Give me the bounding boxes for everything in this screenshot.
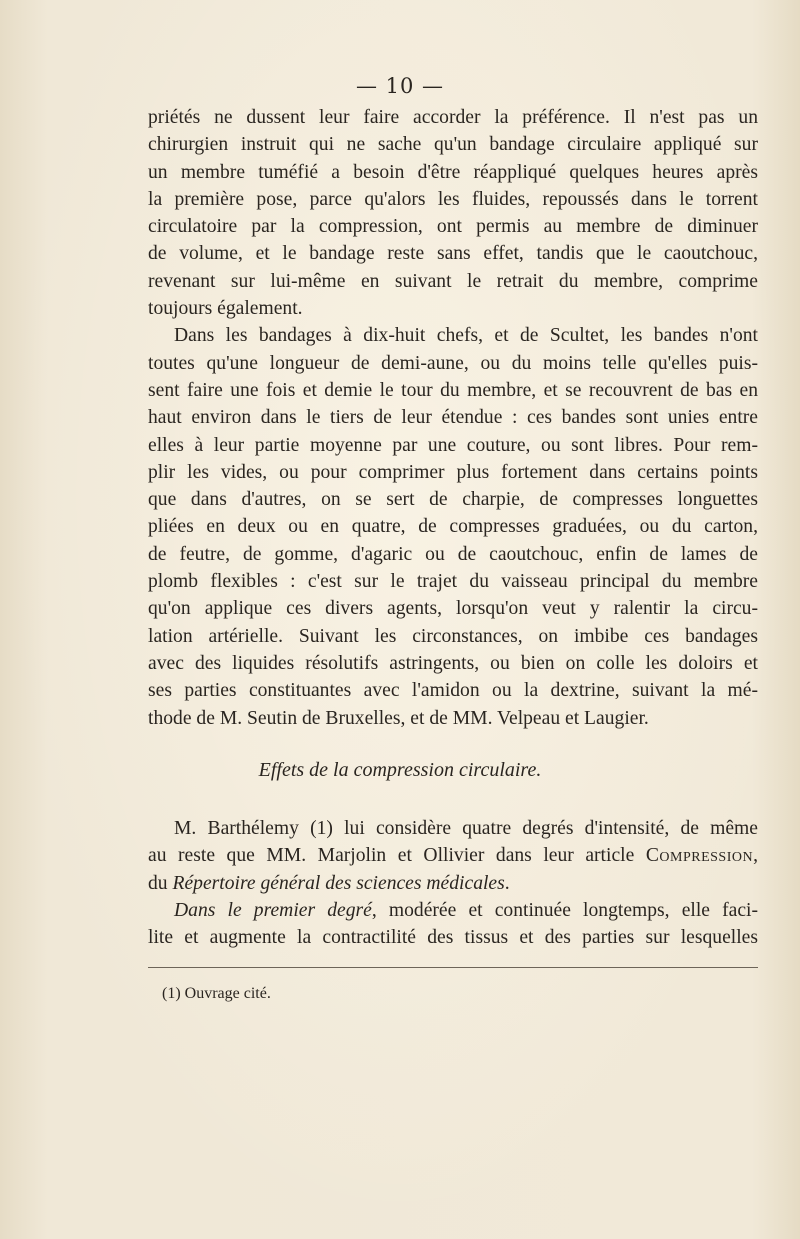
text-line [148, 897, 758, 924]
text-line: qu'on applique ces divers agents, lorsqu'on veut y ralentir la circu- [148, 598, 758, 620]
text-line [148, 870, 758, 897]
section-heading: Effets de la compression circulaire. [258, 759, 542, 781]
text-line: toujours également. [148, 298, 303, 320]
text-line: que dans d'autres, on se sert de charpie, de compresses longuettes [148, 489, 758, 511]
text-line: thode de M. Seutin de Bruxelles, et de MM. Velpeau et Laugier. [148, 707, 649, 729]
text-line: haut environ dans le tiers de leur étendue : ces bandes sont unies entre [148, 407, 758, 429]
text-line: lite et augmente la contractilité des tissus et des parties sur lesquelles [148, 927, 758, 949]
text-line: chirurgien instruit qui ne sache qu'un bandage circulaire appliqué sur [148, 134, 758, 156]
text-line: de volume, et le bandage reste sans effet, tandis que le caoutchouc, [148, 243, 758, 265]
footnote-divider [148, 967, 758, 968]
text-line: plir les vides, ou pour comprimer plus fortement dans certains points [148, 461, 758, 483]
text-line: ses parties constituantes avec l'amidon ou la dextrine, suivant la mé- [148, 680, 758, 702]
body-text [148, 104, 758, 732]
text-line: revenant sur lui-même en suivant le retrait du membre, comprime [148, 270, 758, 292]
text-line: elles à leur partie moyenne par une couture, ou sont libres. Pour rem- [148, 434, 758, 456]
italic-phrase: Dans le premier degré [174, 899, 372, 921]
text-run: , [753, 845, 758, 867]
body-text-lower [148, 815, 758, 951]
italic-title: Répertoire général des sciences médicales [172, 872, 505, 894]
text-line: un membre tuméfié a besoin d'être réappliqué quelques heures après [148, 161, 758, 183]
text-line: M. Barthélemy (1) lui considère quatre degrés d'intensité, de même [174, 818, 758, 839]
text-line: pliées en deux ou en quatre, de compresses graduées, ou du carton, [148, 516, 758, 538]
text-run: du [148, 872, 173, 894]
text-line [148, 842, 758, 869]
text-run: , modérée et continuée longtemps, elle faci- [371, 899, 759, 921]
text-line: Dans les bandages à dix-huit chefs, et de Scultet, les bandes n'ont [174, 325, 758, 347]
text-line: la première pose, parce qu'alors les fluides, repoussés dans le torrent [148, 188, 758, 210]
text-run: au reste que MM. Marjolin et Ollivier dans leur article [148, 845, 646, 867]
text-line: plomb flexibles : c'est sur le trajet du vaisseau principal du membre [148, 571, 758, 593]
text-line: circulatoire par la compression, ont permis au membre de diminuer [148, 216, 758, 238]
footnote: (1) Ouvrage cité. [162, 985, 271, 1002]
page-number: — 10 — [355, 74, 445, 98]
text-line: avec des liquides résolutifs astringents, ou bien on colle les doloirs et [148, 652, 758, 674]
text-line: priétés ne dussent leur faire accorder la préférence. Il n'est pas un [148, 107, 758, 128]
smallcaps-term: Compression [645, 845, 754, 867]
text-line: toutes qu'une longueur de demi-aune, ou du moins telle qu'elles puis- [148, 352, 758, 374]
text-line: lation artérielle. Suivant les circonstances, on imbibe ces bandages [148, 625, 758, 647]
text-run: . [504, 872, 510, 894]
text-line: sent faire une fois et demie le tour du membre, et se recouvrent de bas en [148, 379, 758, 401]
text-line: de feutre, de gomme, d'agaric ou de caoutchouc, enfin de lames de [148, 543, 758, 565]
